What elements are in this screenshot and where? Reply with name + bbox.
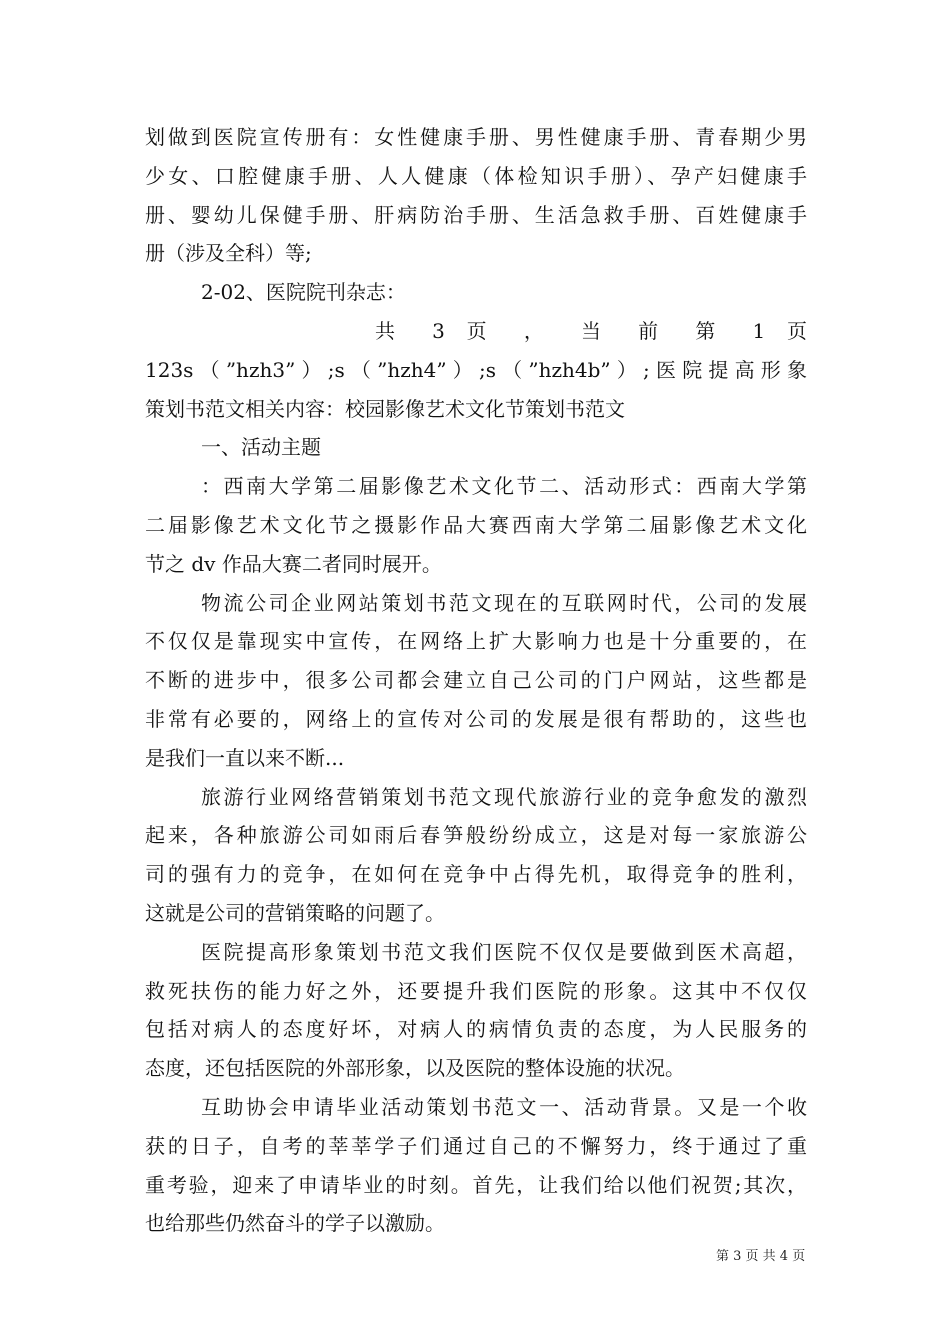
section-heading: 一、活动主题 [201, 435, 321, 460]
text-line: 二届影像艺术文化节之摄影作品大赛西南大学第二届影像艺术文化 [145, 512, 807, 537]
text-line: 救死扶伤的能力好之外，还要提升我们医院的形象。这其中不仅仅 [145, 978, 807, 1003]
text-line: 互助协会申请毕业活动策划书范文一、活动背景。又是一个收 [201, 1094, 807, 1119]
text-line: 起来，各种旅游公司如雨后春笋般纷纷成立，这是对每一家旅游公 [145, 823, 807, 848]
text-line: 态度，还包括医院的外部形象，以及医院的整体设施的状况。 [145, 1056, 685, 1081]
text-line: 非常有必要的，网络上的宣传对公司的发展是很有帮助的，这些也 [145, 706, 807, 731]
text-line: 是我们一直以来不断... [145, 745, 345, 770]
text-line: 旅游行业网络营销策划书范文现代旅游行业的竞争愈发的激烈 [201, 784, 807, 809]
text-line: 也给那些仍然奋斗的学子以激励。 [145, 1211, 445, 1236]
text-line: 医院提高形象策划书范文我们医院不仅仅是要做到医术高超， [201, 939, 807, 964]
text-line: 获的日子，自考的莘莘学子们通过自己的不懈努力，终于通过了重 [145, 1133, 807, 1158]
text-line: 不仅仅是靠现实中宣传，在网络上扩大影响力也是十分重要的，在 [145, 629, 807, 654]
text-line: 司的强有力的竞争，在如何在竞争中占得先机，取得竞争的胜利， [145, 862, 807, 887]
text-line: 少女、口腔健康手册、人人健康（体检知识手册）、孕产妇健康手 [145, 163, 807, 188]
text-line: 策划书范文相关内容：校园影像艺术文化节策划书范文 [145, 396, 625, 421]
section-heading: 2-02、医院院刊杂志： [201, 280, 406, 305]
text-line: 节之 dv 作品大赛二者同时展开。 [145, 551, 442, 576]
document-body [145, 118, 807, 1243]
text-line: 不断的进步中，很多公司都会建立自己公司的门户网站，这些都是 [145, 668, 807, 693]
page-number: 第 3 页 共 4 页 [716, 1249, 806, 1264]
text-line: 包括对病人的态度好坏，对病人的病情负责的态度，为人民服务的 [145, 1017, 807, 1042]
pagination-text: 共 3 页 ， 当 前 第 1 页 [375, 318, 807, 343]
text-line: 册（涉及全科）等; [145, 241, 312, 266]
text-line: 册、婴幼儿保健手册、肝病防治手册、生活急救手册、百姓健康手 [145, 202, 807, 227]
text-line: 物流公司企业网站策划书范文现在的互联网时代，公司的发展 [201, 590, 807, 615]
text-line: ：西南大学第二届影像艺术文化节二、活动形式：西南大学第 [201, 474, 807, 499]
text-line: 这就是公司的营销策略的问题了。 [145, 900, 445, 925]
text-line: 重考验，迎来了申请毕业的时刻。首先，让我们给以他们祝贺;其次， [145, 1172, 807, 1197]
text-line: 123s（”hzh3”）;s（”hzh4”）;s（”hzh4b”）;医院提高形象 [145, 357, 807, 382]
text-line: 划做到医院宣传册有：女性健康手册、男性健康手册、青春期少男 [145, 125, 807, 149]
